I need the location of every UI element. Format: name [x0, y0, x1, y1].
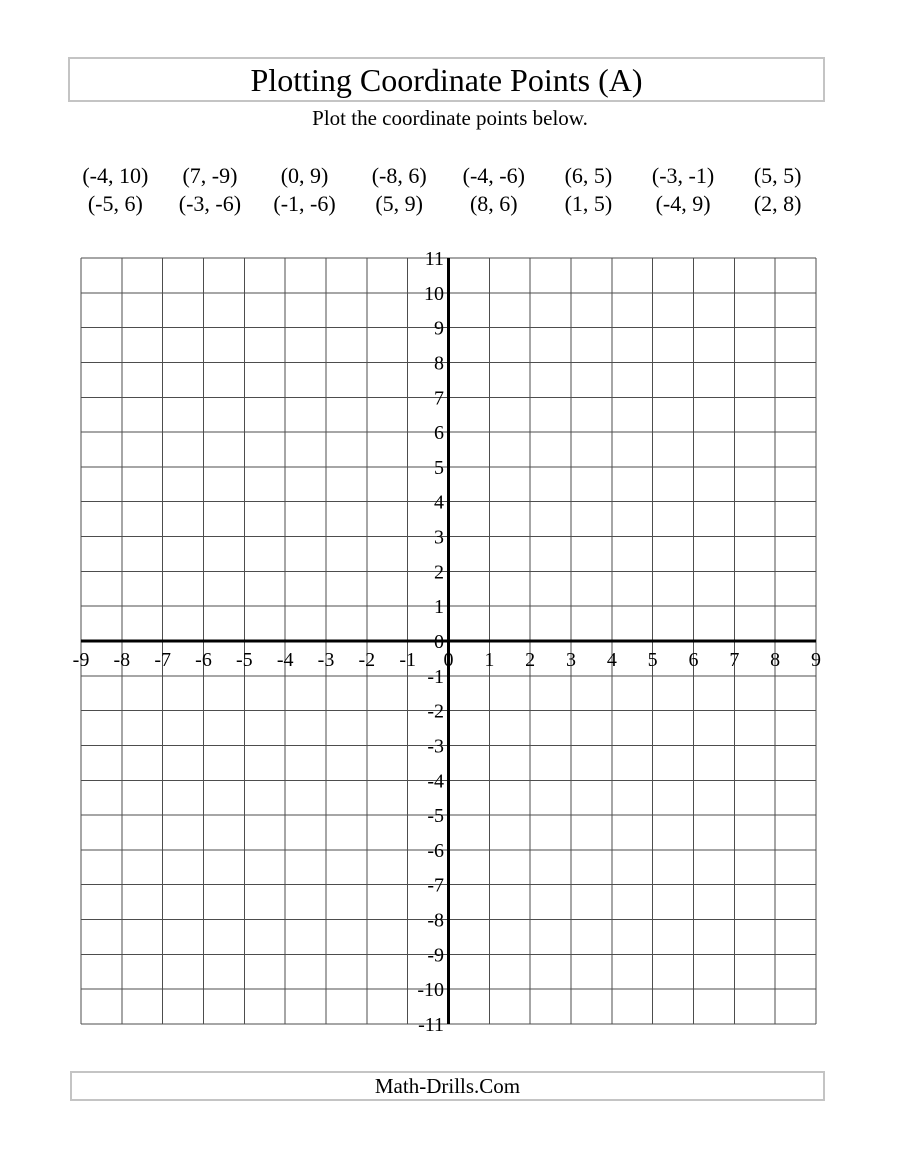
x-tick-label: 3 — [566, 649, 576, 671]
y-tick-label: -7 — [427, 874, 444, 897]
coordinate-pair: (-8, 6) — [371, 163, 427, 188]
x-tick-label: -3 — [317, 649, 335, 671]
x-tick-label: 7 — [729, 649, 740, 671]
x-tick-label: -5 — [235, 649, 253, 671]
y-tick-label: 8 — [434, 352, 444, 375]
y-tick-label: -10 — [417, 979, 444, 1002]
x-tick-label: -2 — [358, 649, 376, 671]
y-tick-label: 9 — [434, 317, 444, 340]
coordinate-pair: (-3, -1) — [651, 163, 715, 188]
y-tick-label: -5 — [427, 805, 444, 828]
x-tick-label: -7 — [154, 649, 172, 671]
y-tick-label: -1 — [427, 665, 444, 688]
y-tick-label: -11 — [418, 1014, 444, 1036]
x-tick-label: 9 — [811, 649, 821, 671]
coordinate-pair: (1, 5) — [564, 191, 613, 216]
coordinate-pair: (-4, -6) — [462, 163, 525, 188]
y-tick-label: -9 — [427, 944, 444, 967]
coordinate-pair: (-4, 10) — [82, 163, 149, 188]
x-tick-label: 5 — [647, 649, 658, 671]
x-tick-label: -6 — [195, 649, 212, 671]
coordinate-pair: (6, 5) — [564, 163, 613, 188]
worksheet-title: Plotting Coordinate Points (A) — [250, 61, 643, 98]
y-tick-label: 10 — [424, 282, 444, 305]
y-tick-label: -8 — [427, 909, 444, 932]
y-tick-label: -6 — [427, 839, 444, 862]
coordinate-pair: (5, 5) — [753, 163, 802, 188]
worksheet-instructions: Plot the coordinate points below. — [312, 106, 588, 130]
y-tick-label: -4 — [427, 770, 444, 793]
x-tick-label: 0 — [443, 649, 454, 671]
x-tick-label: 1 — [484, 649, 495, 671]
x-tick-label: 4 — [606, 649, 617, 671]
coordinate-pair: (8, 6) — [469, 191, 518, 216]
y-tick-label: 2 — [434, 561, 444, 584]
y-tick-label: -2 — [427, 700, 444, 723]
coordinate-pair: (-1, -6) — [273, 191, 336, 216]
coordinate-pair: (-5, 6) — [87, 191, 143, 216]
x-tick-label: -1 — [399, 649, 417, 671]
footer-brand: Math-Drills.Com — [374, 1073, 521, 1098]
y-tick-label: 1 — [434, 596, 444, 619]
x-tick-label: 6 — [688, 649, 699, 671]
y-tick-label: 3 — [434, 526, 444, 549]
y-tick-label: 4 — [434, 491, 444, 514]
x-tick-label: -8 — [113, 649, 131, 671]
coordinate-pair: (2, 8) — [753, 191, 802, 216]
coordinate-pair: (-4, 9) — [655, 191, 711, 216]
coordinate-pair: (-3, -6) — [178, 191, 242, 216]
y-tick-label: 7 — [434, 387, 444, 410]
x-tick-label: 8 — [770, 649, 781, 671]
x-tick-label: -4 — [276, 649, 294, 671]
coordinate-pair: (7, -9) — [182, 163, 238, 188]
footer-box — [70, 1071, 825, 1101]
coordinate-pair: (5, 9) — [375, 191, 424, 216]
y-tick-label: 5 — [434, 456, 444, 479]
y-tick-label: 0 — [434, 631, 444, 653]
y-tick-label: -3 — [427, 735, 444, 758]
x-tick-label: 2 — [525, 649, 536, 671]
y-tick-label: 6 — [434, 422, 444, 445]
y-tick-label: 11 — [424, 248, 444, 270]
coordinate-pair: (0, 9) — [280, 163, 329, 188]
x-tick-label: -9 — [72, 649, 90, 671]
